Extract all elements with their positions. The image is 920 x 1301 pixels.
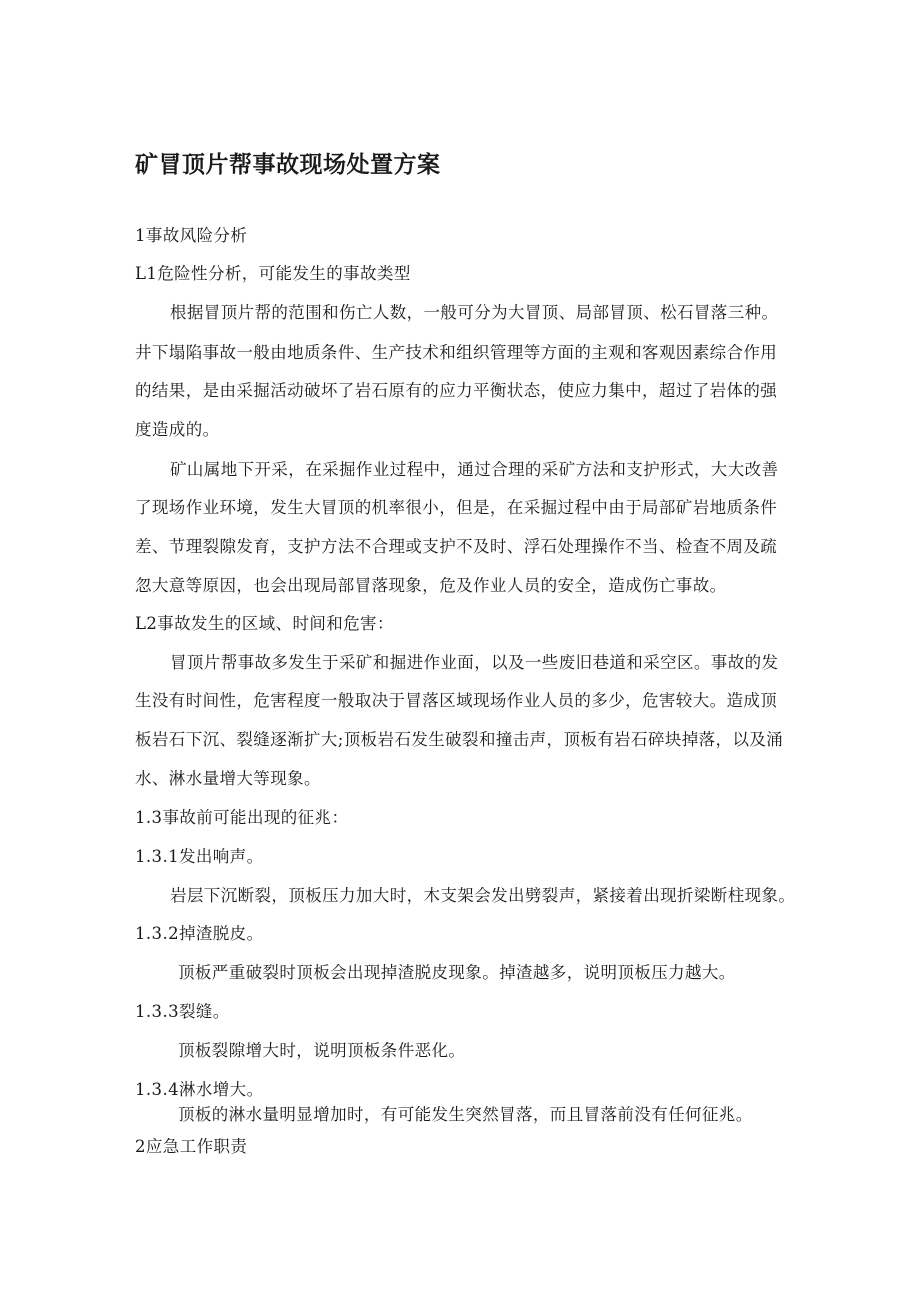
paragraph-line: 度造成的。 <box>135 420 220 439</box>
section-heading-2: 2应急工作职责 <box>135 1137 248 1156</box>
page-title: 矿冒顶片帮事故现场处置方案 <box>135 152 441 178</box>
paragraph-line: 岩层下沉断裂，顶板压力加大时，木支架会发出劈裂声，紧接着出现折梁断柱现象。 <box>170 886 796 905</box>
section-heading-1: 1事故风险分析 <box>135 226 248 245</box>
paragraph-line: 忽大意等原因，也会出现局部冒落现象，危及作业人员的安全，造成伤亡事故。 <box>135 576 727 595</box>
subsection-heading-1-3-4: 1.3.4淋水增大。 <box>135 1080 264 1099</box>
paragraph-line: 顶板严重破裂时顶板会出现掉渣脱皮现象。掉渣越多，说明顶板压力越大。 <box>178 963 736 982</box>
paragraph-line: 生没有时间性，危害程度一般取决于冒落区域现场作业人员的多少，危害较大。造成顶 <box>135 691 778 710</box>
paragraph-line: 水、淋水量增大等现象。 <box>135 769 321 788</box>
paragraph-line: 冒顶片帮事故多发生于采矿和掘进作业面，以及一些废旧巷道和采空区。事故的发 <box>170 653 779 672</box>
paragraph-line: 根据冒顶片帮的范围和伤亡人数，一般可分为大冒顶、局部冒顶、松石冒落三种。 <box>170 303 779 322</box>
subsection-heading-1-3-3: 1.3.3裂缝。 <box>135 1002 230 1021</box>
paragraph-line: 矿山属地下开采，在采掘作业过程中，通过合理的采矿方法和支护形式，大大改善 <box>170 460 779 479</box>
paragraph-line: 的结果，是由采掘活动破坏了岩石原有的应力平衡状态，使应力集中，超过了岩体的强 <box>135 381 778 400</box>
subsection-heading-1-1: L1危险性分析，可能发生的事故类型 <box>135 264 411 283</box>
subsection-heading-1-2: L2事故发生的区域、时间和危害： <box>135 614 394 633</box>
subsection-heading-1-3-1: 1.3.1发出响声。 <box>135 847 264 866</box>
paragraph-line: 了现场作业环境，发生大冒顶的机率很小，但是，在采掘过程中由于局部矿岩地质条件 <box>135 498 778 517</box>
paragraph-line: 板岩石下沉、裂缝逐渐扩大;顶板岩石发生破裂和撞击声，顶板有岩石碎块掉落，以及涌 <box>135 730 784 749</box>
paragraph-line: 顶板裂隙增大时，说明顶板条件恶化。 <box>178 1041 466 1060</box>
paragraph-line: 顶板的淋水量明显增加时，有可能发生突然冒落，而且冒落前没有任何征兆。 <box>178 1105 753 1124</box>
subsection-heading-1-3-2: 1.3.2掉渣脱皮。 <box>135 924 264 943</box>
paragraph-line: 差、节理裂隙发育，支护方法不合理或支护不及时、浮石处理操作不当、检查不周及疏 <box>135 537 778 556</box>
subsection-heading-1-3: 1.3事故前可能出现的征兆： <box>135 808 349 827</box>
paragraph-line: 井下塌陷事故一般由地质条件、生产技术和组织管理等方面的主观和客观因素综合作用 <box>135 343 778 362</box>
